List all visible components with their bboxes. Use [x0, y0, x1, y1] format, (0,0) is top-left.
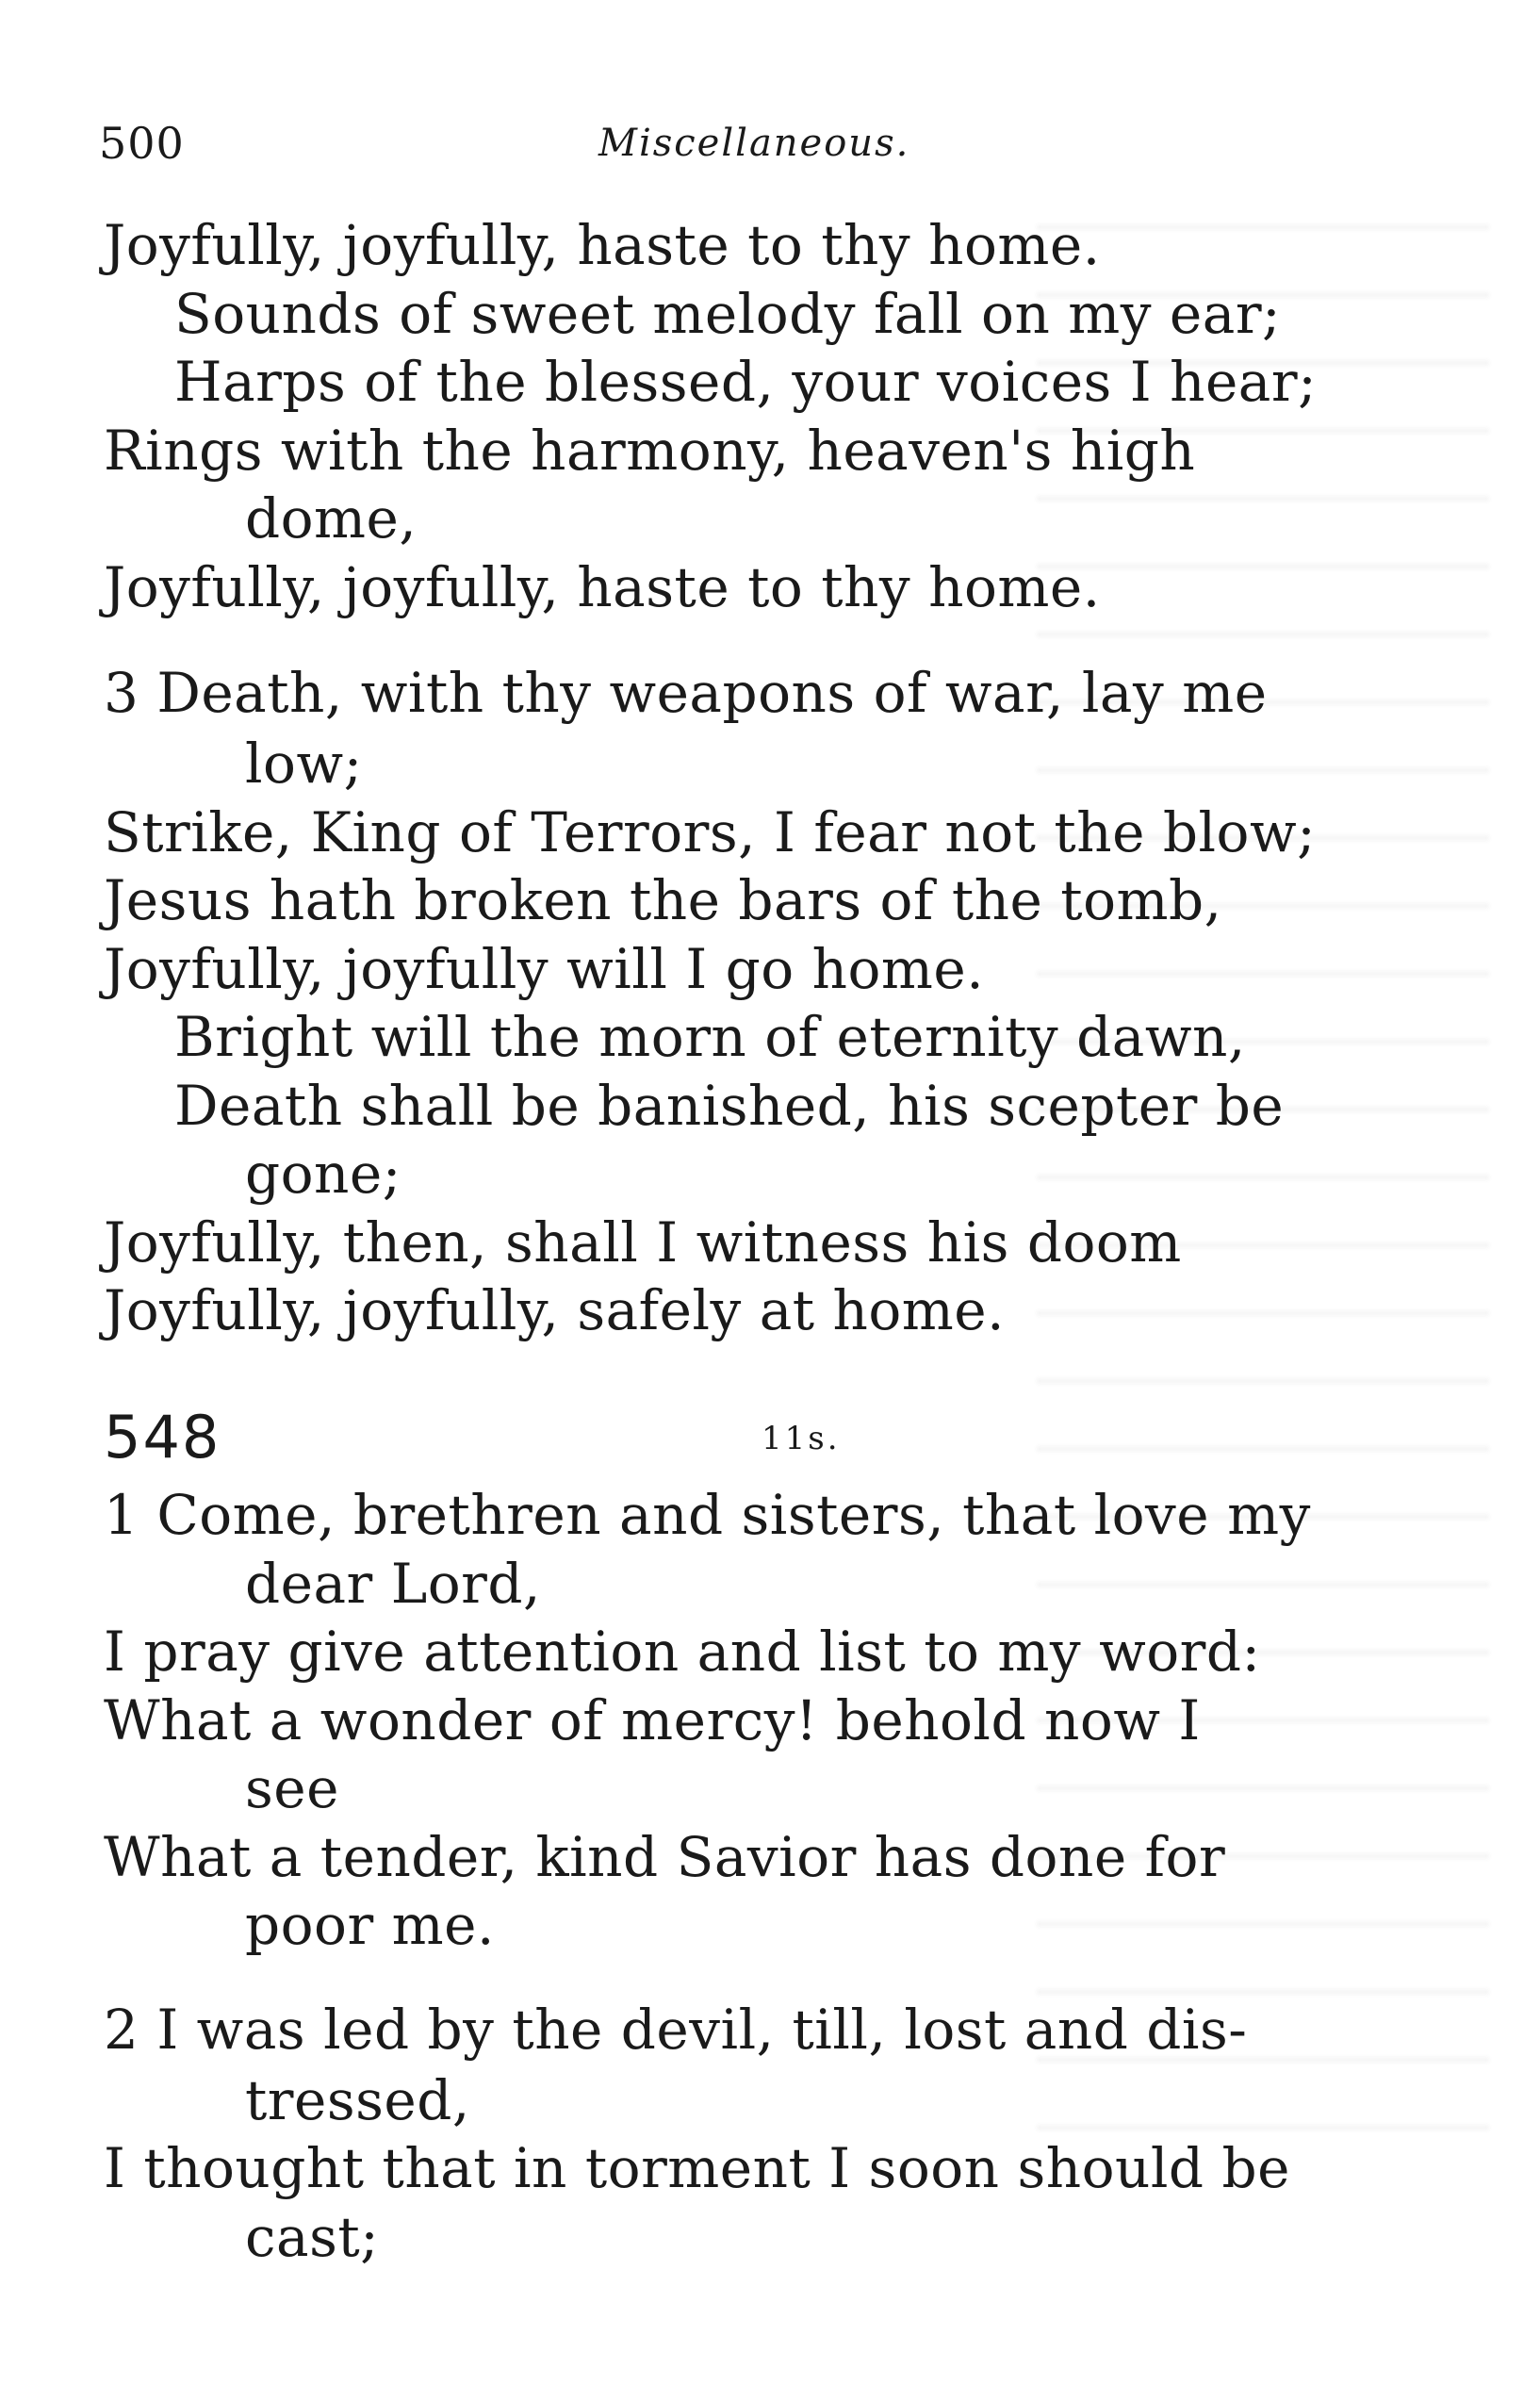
stanza-1-line: What a tender, kind Savior has done for [104, 1825, 1226, 1889]
hymn-line: Joyfully, joyfully, haste to thy home. [104, 555, 1101, 619]
page-header [99, 118, 1447, 174]
stanza-3-line: 3 Death, with thy weapons of war, lay me [104, 661, 1268, 725]
hymn-line: Harps of the blessed, your voices I hear; [174, 350, 1318, 414]
stanza-3-line: low; [245, 732, 363, 796]
stanza-3-line: gone; [245, 1142, 401, 1206]
hymn-meter: 11s. [762, 1420, 841, 1457]
stanza-3-line: Bright will the morn of eternity dawn, [174, 1005, 1246, 1069]
stanza-2-line: 2 I was led by the devil, till, lost and dis- [104, 1998, 1248, 2062]
stanza-1-line: I pray give attention and list to my word: [104, 1620, 1261, 1684]
stanza-3-line: Joyfully, joyfully will I go home. [104, 937, 985, 1001]
hymn-line: dome, [245, 486, 418, 551]
stanza-1-line: poor me. [245, 1893, 495, 1957]
stanza-3-line: Death shall be banished, his scepter be [174, 1074, 1285, 1138]
hymn-line: Rings with the harmony, heaven's high [104, 419, 1196, 483]
stanza-2-line: I thought that in torment I soon should be [104, 2136, 1290, 2200]
stanza-1-line: What a wonder of mercy! behold now I [104, 1688, 1201, 1752]
running-title: Miscellaneous. [598, 122, 910, 165]
page-number: 500 [99, 118, 185, 169]
stanza-3-line: Joyfully, joyfully, safely at home. [104, 1278, 1006, 1342]
stanza-3-line: Joyfully, then, shall I witness his doom [104, 1210, 1182, 1275]
hymn-line: Joyfully, joyfully, haste to thy home. [104, 213, 1101, 277]
stanza-1-line: 1 Come, brethren and sisters, that love my [104, 1483, 1311, 1547]
hymn-number: 548 [104, 1403, 221, 1472]
stanza-3-line: Jesus hath broken the bars of the tomb, [104, 868, 1222, 932]
hymn-line: Sounds of sweet melody fall on my ear; [174, 282, 1282, 346]
stanza-3-line: Strike, King of Terrors, I fear not the blow; [104, 800, 1317, 864]
stanza-2-line: tressed, [245, 2068, 470, 2132]
stanza-1-line: see [245, 1756, 339, 1820]
stanza-1-line: dear Lord, [245, 1552, 541, 1616]
stanza-2-line: cast; [245, 2205, 380, 2269]
